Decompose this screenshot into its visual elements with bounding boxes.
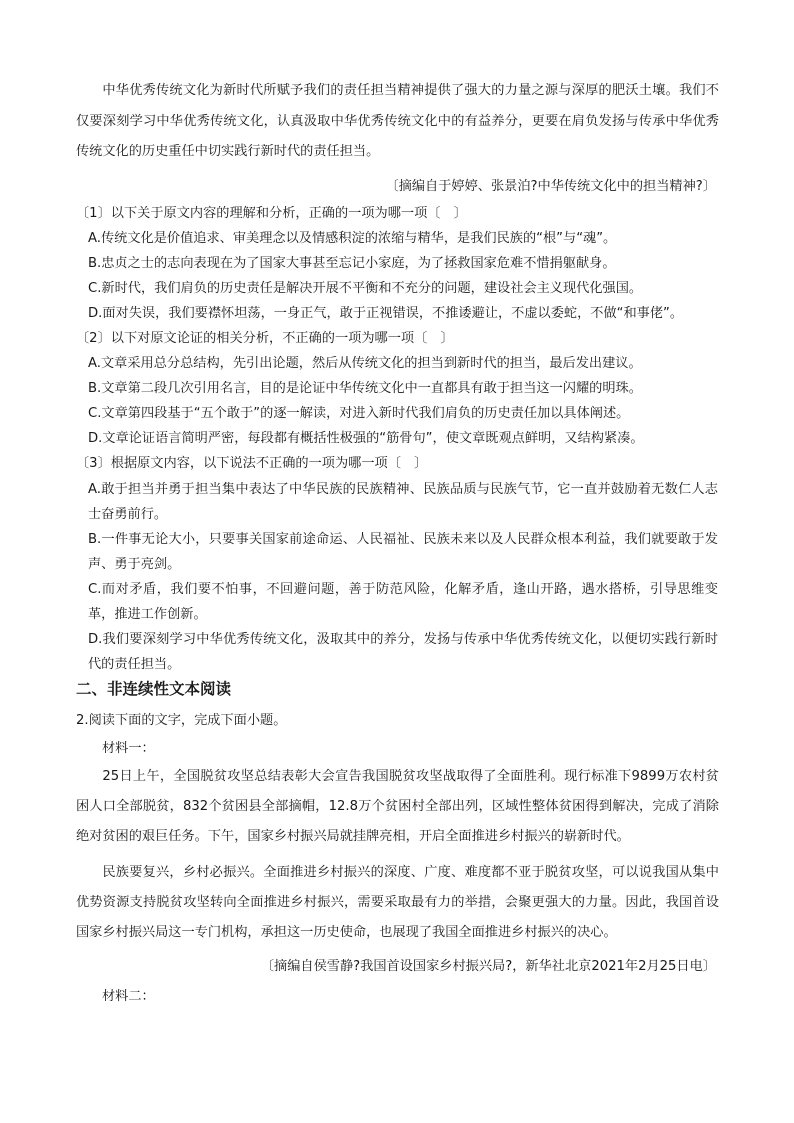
- question-2-option-b: B.文章第二段几次引用名言，目的是论证中华传统文化中一直都具有敢于担当这一闪耀的明珠。: [88, 381, 642, 396]
- section-heading: 二、非连续性文本阅读: [76, 680, 232, 698]
- question-3-option-c: C.而对矛盾，我们要不怕事，不回避问题，善于防范风险，化解矛盾，逢山开路，遇水搭桥，引导思维变革，推进工作创新。: [88, 582, 718, 622]
- question-3-option-a: A.敢于担当并勇于担当集中表达了中华民族的民族精神、民族品质与民族气节，它一直并鼓励着无数仁人志士奋勇前行。: [88, 482, 718, 522]
- question-1-option-d: D.面对失误，我们要襟怀坦荡，一身正气，敢于正视错误，不推诿避让，不虚以委蛇，不做“和事佬”。: [88, 306, 684, 321]
- question-1-option-a: A.传统文化是价值追求、审美理念以及情感积淀的浓缩与精华，是我们民族的“根”与“魂”。: [88, 231, 617, 246]
- question-1-option-c: C.新时代，我们肩负的历史责任是解决开展不平衡和不充分的问题，建设社会主义现代化强国。: [88, 281, 643, 296]
- material-1-label: 材料一：: [102, 741, 155, 756]
- question-1-stem: 〔1〕以下关于原文内容的理解和分析，正确的一项为哪一项〔 〕: [76, 206, 467, 221]
- question-1-option-b: B.忠贞之士的志向表现在为了国家大事甚至忘记小家庭，为了拯救国家危难不惜捐躯献身。: [88, 256, 616, 271]
- material-1-paragraph-1: 25日上午，全国脱贫攻坚总结表彰大会宣告我国脱贫攻坚战取得了全面胜利。现行标准下9899万农村贫困人口全部脱贫，832个贫困县全部摘帽，12.8万个贫困村全部出列，区域性整体贫困得到解决，完成了消除绝对贫困的艰巨任务。下午，国家乡村振兴局就挂牌亮相，开启全面推进乡村振兴的崭新时代。: [76, 769, 719, 844]
- intro-paragraph: 中华优秀传统文化为新时代所赋予我们的责任担当精神提供了强大的力量之源与深厚的肥沃土壤。我们不仅要深刻学习中华优秀传统文化，认真汲取中华优秀传统文化中的有益养分，更要在肩负发扬与传承中华优秀传统文化的历史重任中切实践行新时代的责任担当。: [76, 83, 719, 159]
- question-3-option-d: D.我们要深刻学习中华优秀传统文化，汲取其中的养分，发扬与传承中华优秀传统文化，以便切实践行新时代的责任担当。: [88, 632, 718, 672]
- intro-source: 〔摘编自于婷婷、张景泊?中华传统文化中的担当精神?〕: [385, 179, 716, 194]
- material-1-source: 〔摘编自侯雪静?我国首设国家乡村振兴局?，新华社北京2021年2月25日电〕: [260, 959, 716, 974]
- question-2-option-c: C.文章第四段基于“五个敢于”的逐一解读，对进入新时代我们肩负的历史责任加以具体阐述。: [88, 406, 630, 421]
- question-2-option-a: A.文章采用总分总结构，先引出论题，然后从传统文化的担当到新时代的担当，最后发出建议。: [88, 356, 642, 371]
- question-3-stem: 〔3〕根据原文内容，以下说法不正确的一项为哪一项〔 〕: [76, 456, 428, 471]
- material-1-paragraph-2: 民族要复兴，乡村必振兴。全面推进乡村振兴的深度、广度、难度都不亚于脱贫攻坚，可以说我国从集中优势资源支持脱贫攻坚转向全面推进乡村振兴，需要采取最有力的举措，会聚更强大的力量。因此，我国首设国家乡村振兴局这一专门机构，承担这一历史使命，也展现了我国全面推进乡村振兴的决心。: [76, 865, 719, 940]
- question-2-stem: 〔2〕以下对原文论证的相关分析，不正确的一项为哪一项〔 〕: [76, 331, 454, 346]
- section-instruction: 2.阅读下面的文字，完成下面小题。: [76, 713, 287, 728]
- material-2-label: 材料二：: [102, 989, 155, 1004]
- question-3-option-b: B.一件事无论大小，只要事关国家前途命运、人民福祉、民族未来以及人民群众根本利益，我们就要敢于发声、勇于亮剑。: [88, 532, 718, 572]
- question-2-option-d: D.文章论证语言简明严密，每段都有概括性极强的“筋骨句”，使文章既观点鲜明，又结构紧凑。: [88, 431, 644, 446]
